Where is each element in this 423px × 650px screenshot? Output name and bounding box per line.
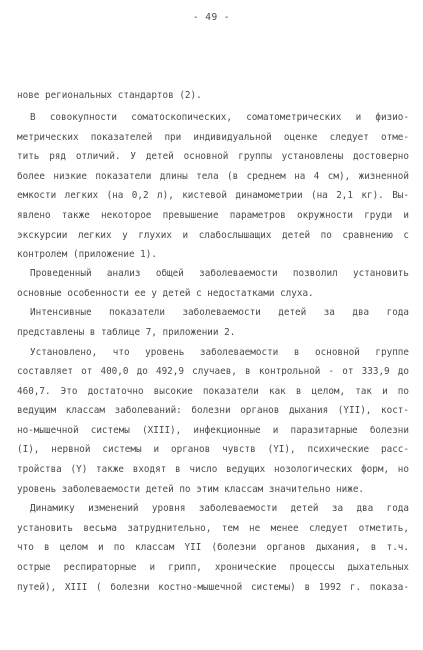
text-line: Интенсивные показатели заболеваемости детей за два года	[30, 307, 409, 318]
text-line: Установлено, что уровень заболеваемости в основной группе	[30, 347, 409, 358]
text-line: острые респираторные и грипп, хронические процессы дыхательных	[17, 562, 409, 573]
text-line: емкости легких (на 0,2 л), кистевой динамометрии (на 2,1 кг). Вы-	[17, 190, 409, 201]
text-line: Динамику изменений уровня заболеваемости детей за два года	[30, 503, 409, 514]
text-line: В совокупности соматоскопических, соматометрических и физио-	[30, 112, 409, 123]
page-number: - 49 -	[192, 12, 231, 23]
text-line: что в целом и по классам YII (болезни органов дыхания, в т.ч.	[17, 542, 409, 553]
text-line: путей), XIII ( болезни костно-мышечной системы) в 1992 г. показа-	[17, 582, 409, 593]
text-line: метрических показателей при индивидуальной оценке следует отме-	[17, 132, 409, 143]
text-line: более низкие показатели длины тела (в среднем на 4 см), жизненной	[17, 171, 409, 182]
text-line: тить ряд отличий. У детей основной группы установлены достоверно	[17, 151, 409, 162]
text-line: Проведенный анализ общей заболеваемости позволил установить	[30, 268, 409, 279]
text-line: уровень заболеваемости детей по этим классам значительно ниже.	[17, 484, 365, 495]
text-line: представлены в таблице 7, приложении 2.	[17, 327, 236, 338]
text-line: контролем (приложение 1).	[17, 249, 157, 260]
text-line: (I), нервной системы и органов чувств (YI), психические расс-	[17, 444, 409, 455]
text-line: основные особенности ее у детей с недостатками слуха.	[17, 288, 314, 299]
text-line: но-мышечной системы (XIII), инфекционные и паразитарные болезни	[17, 425, 409, 436]
text-line: нове региональных стандартов (2).	[17, 90, 202, 101]
text-line: составляет от 400,0 до 492,9 случаев, в контрольной - от 333,9 до	[17, 366, 409, 377]
text-line: установить весьма затруднительно, тем не менее следует отметить,	[17, 523, 409, 534]
text-line: экскурсии легких у глухих и слабослышащих детей по сравнению с	[17, 230, 409, 241]
text-line: явлено также некоторое превышение параметров окружности груди и	[17, 210, 409, 221]
text-line: ведущим классам заболеваний: болезни органов дыхания (YII), кост-	[17, 405, 409, 416]
text-line: 460,7. Это достаточно высокие показатели как в целом, так и по	[17, 386, 409, 397]
text-line: тройства (Y) также входят в число ведущих нозологических форм, но	[17, 464, 409, 475]
